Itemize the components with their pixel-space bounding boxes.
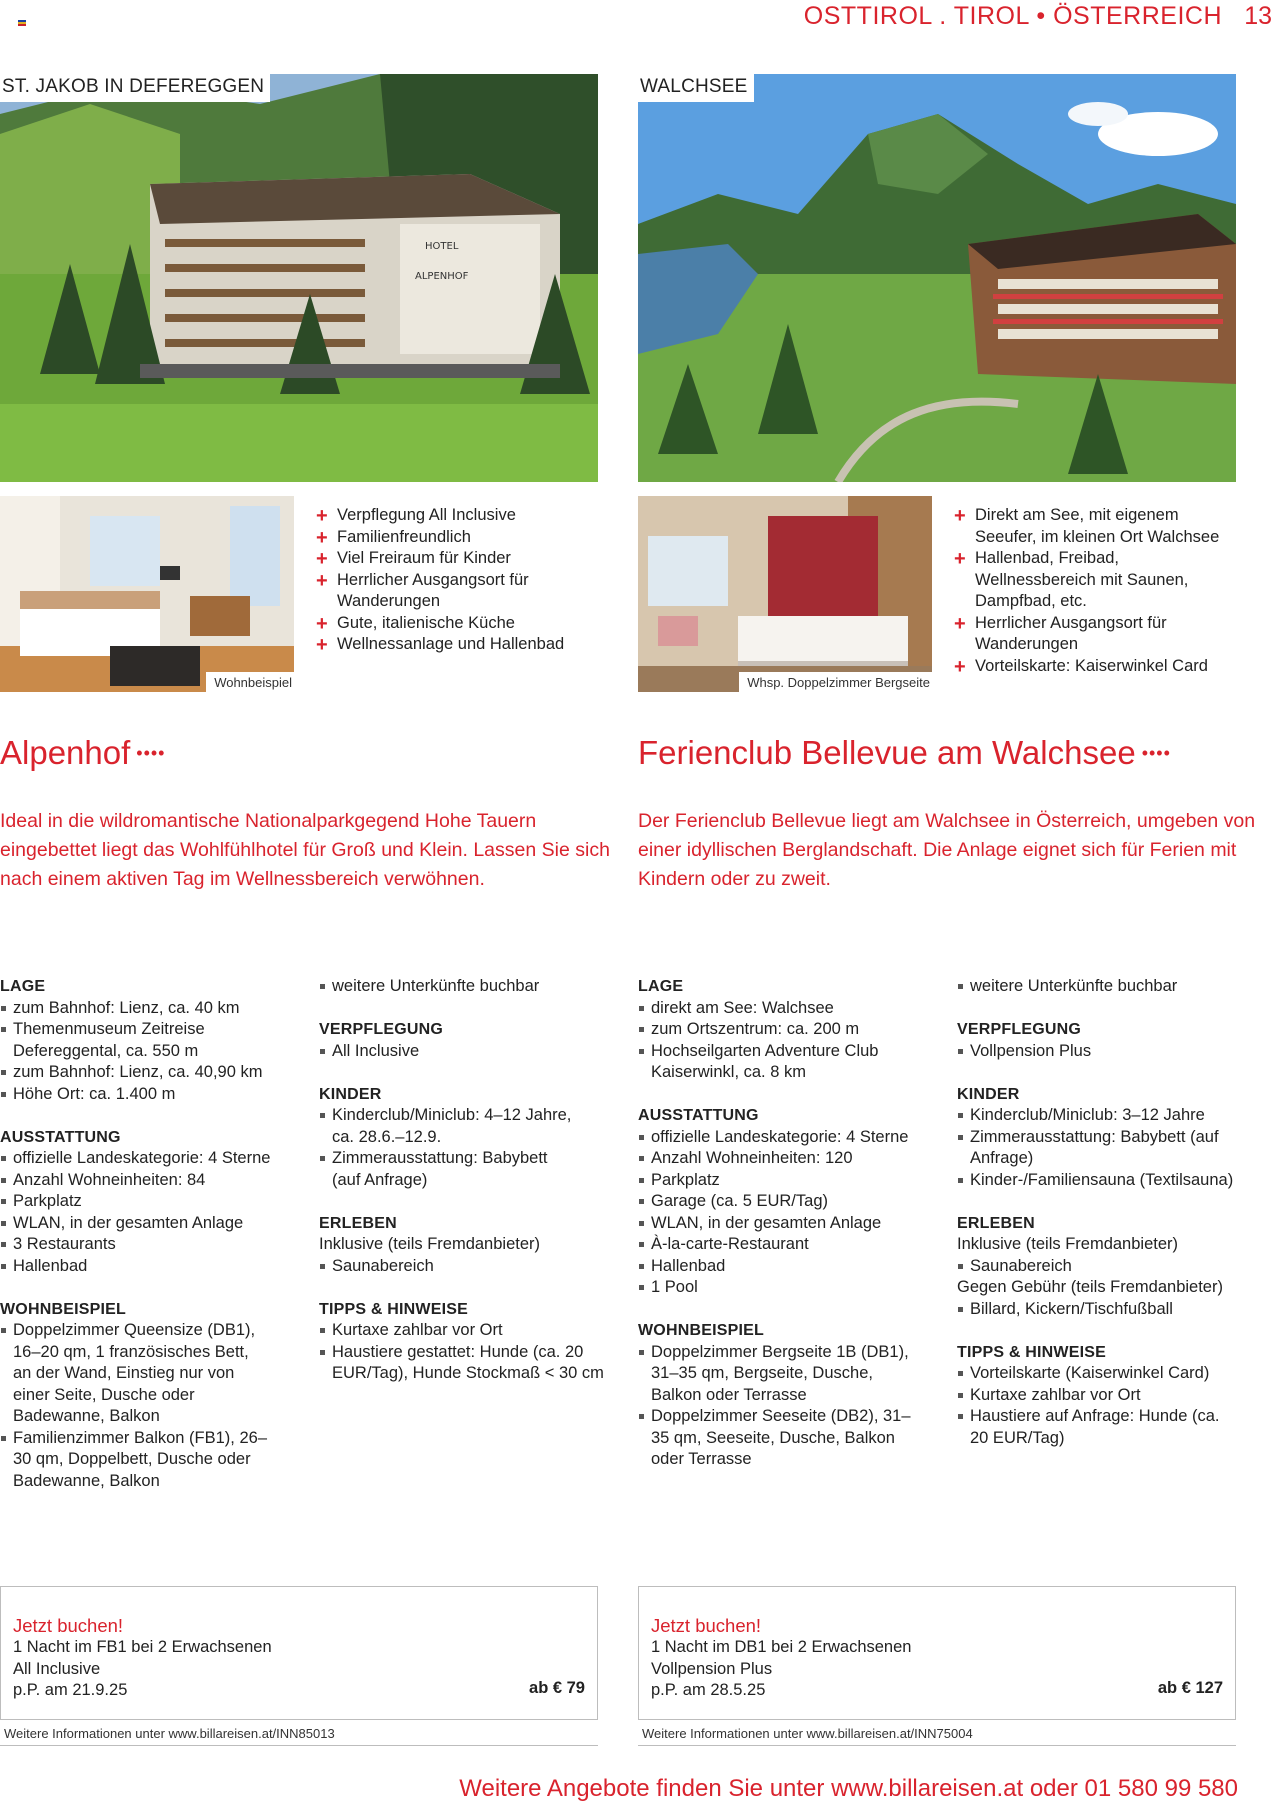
flag-icon <box>18 20 26 26</box>
booking-line: Vollpension Plus <box>651 1659 773 1678</box>
list-item: Kurtaxe zahlbar vor Ort <box>957 1385 1227 1407</box>
facts-column-bellevue-1 <box>638 976 928 1492</box>
booking-box-alpenhof[interactable] <box>0 1586 598 1720</box>
list-item: Hallenbad <box>0 1256 290 1278</box>
region-header: OSTTIROL . TIROL • ÖSTERREICH <box>803 2 1222 30</box>
list-item: Saunabereich <box>957 1256 1247 1278</box>
star-rating: •••• <box>136 743 166 763</box>
photo-caption: Wohnbeispiel <box>206 672 294 692</box>
plus-icon: + <box>316 505 328 527</box>
book-now-label[interactable]: Jetzt buchen! <box>13 1615 124 1636</box>
list-item: Kinderclub/Miniclub: 4–12 Jahre, ca. 28.6.–12.9. <box>319 1105 579 1148</box>
list-item: Doppelzimmer Queensize (DB1), 16–20 qm, 1 französisches Bett, an der Wand, Einstieg nur von einer Seite, Dusche oder Badewanne, Balkon <box>0 1320 270 1428</box>
list-item: zum Ortszentrum: ca. 200 m <box>638 1019 898 1041</box>
highlight-item: + Herrlicher Ausgangsort für Wanderungen <box>316 569 529 610</box>
section-heading: AUSSTATTUNG <box>0 1128 121 1146</box>
erleben-fee: Gegen Gebühr (teils Fremdanbieter) <box>957 1278 1223 1296</box>
section-heading: VERPFLEGUNG <box>957 1021 1081 1038</box>
star-rating: •••• <box>1141 743 1171 763</box>
plus-icon: + <box>954 548 966 570</box>
plus-icon: + <box>316 526 328 549</box>
list-item: Vorteilskarte (Kaiserwinkel Card) <box>957 1363 1227 1385</box>
section-heading: WOHNBEISPIEL <box>0 1300 126 1318</box>
more-info-link-bellevue[interactable]: Weitere Informationen unter www.billareisen.at/INN75004 <box>638 1726 1236 1746</box>
list-item: WLAN, in der gesamten Anlage <box>0 1213 290 1235</box>
section-heading: VERPFLEGUNG <box>319 1021 443 1038</box>
intro-text-bellevue: Der Ferienclub Bellevue liegt am Walchsee in Österreich, umgeben von einer idyllischen Berglandschaft. Die Anlage eignet sich für Ferien mit Kindern oder zu zweit. <box>638 810 1256 890</box>
highlight-item: + Herrlicher Ausgangsort für Wanderungen <box>954 612 1167 653</box>
hotel-alpenhof-photo <box>0 74 598 482</box>
list-item: offizielle Landeskategorie: 4 Sterne <box>638 1127 928 1149</box>
list-item: Doppelzimmer Seeseite (DB2), 31–35 qm, Seeseite, Dusche, Balkon oder Terrasse <box>638 1406 923 1471</box>
booking-line: All Inclusive <box>13 1659 101 1678</box>
list-item: WLAN, in der gesamten Anlage <box>638 1213 928 1235</box>
list-item: Kinder-/Familiensauna (Textilsauna) <box>957 1170 1237 1192</box>
highlight-item: + Direkt am See, mit eigenem Seeufer, im kleinen Ort Walchsee <box>954 505 1220 546</box>
highlight-item: + Wellnessanlage und Hallenbad <box>316 634 565 656</box>
highlights-list-bellevue <box>954 505 1244 677</box>
highlight-item: + Verpflegung All Inclusive <box>316 505 516 527</box>
highlight-item: + Viel Freiraum für Kinder <box>316 548 511 570</box>
photo-caption: Whsp. Doppelzimmer Bergseite <box>739 672 932 692</box>
list-item: 1 Pool <box>638 1277 928 1299</box>
booking-line: 1 Nacht im FB1 bei 2 Erwachsenen <box>13 1638 272 1656</box>
highlight-item: + Gute, italienische Küche <box>316 612 515 635</box>
list-item: Zimmerausstattung: Babybett (auf Anfrage) <box>957 1127 1237 1170</box>
list-item: Zimmerausstattung: Babybett (auf Anfrage) <box>319 1148 579 1191</box>
footer-offers-line[interactable]: Weitere Angebote finden Sie unter www.billareisen.at oder 01 580 99 580 <box>459 1775 1238 1802</box>
section-heading: LAGE <box>0 978 46 995</box>
facts-column-alpenhof-1 <box>0 976 290 1514</box>
list-item: Vollpension Plus <box>957 1041 1247 1063</box>
facts-column-bellevue-2 <box>957 976 1247 1471</box>
list-item: Billard, Kickern/Tischfußball <box>957 1299 1247 1321</box>
plus-icon: + <box>316 612 328 635</box>
list-item: Doppelzimmer Bergseite 1B (DB1), 31–35 qm, Bergseite, Dusche, Balkon oder Terrasse <box>638 1342 923 1407</box>
booking-line: p.P. am 21.9.25 <box>13 1681 128 1699</box>
booking-box-bellevue[interactable] <box>638 1586 1236 1720</box>
section-heading: TIPPS & HINWEISE <box>319 1300 468 1318</box>
list-item: Parkplatz <box>0 1191 290 1213</box>
plus-icon: + <box>316 634 328 656</box>
section-heading: AUSSTATTUNG <box>638 1107 759 1124</box>
page-number: 13 <box>1244 2 1272 30</box>
highlights-list-alpenhof <box>316 505 616 656</box>
hotel-title-bellevue: Ferienclub Bellevue am Walchsee •••• <box>638 734 1171 771</box>
room-photo-bellevue <box>638 496 932 692</box>
more-info-link-alpenhof[interactable]: Weitere Informationen unter www.billareisen.at/INN85013 <box>0 1726 598 1746</box>
plus-icon: + <box>316 548 328 570</box>
plus-icon: + <box>316 569 328 592</box>
list-item: Themenmuseum Zeitreise Defereggental, ca. 550 m <box>0 1019 290 1062</box>
highlight-item: + Familienfreundlich <box>316 526 471 549</box>
book-now-label[interactable]: Jetzt buchen! <box>651 1615 762 1636</box>
highlight-item: + Vorteilskarte: Kaiserwinkel Card <box>954 655 1208 678</box>
list-item: Anzahl Wohneinheiten: 120 <box>638 1148 928 1170</box>
list-item: Haustiere gestattet: Hunde (ca. 20 EUR/Tag), Hunde Stockmaß < 30 cm <box>319 1342 604 1385</box>
list-item: zum Bahnhof: Lienz, ca. 40 km <box>0 998 290 1020</box>
list-item: Familienzimmer Balkon (FB1), 26–30 qm, Doppelbett, Dusche oder Badewanne, Balkon <box>0 1428 270 1493</box>
list-item: Saunabereich <box>319 1256 609 1278</box>
highlight-item: + Hallenbad, Freibad, Wellnessbereich mit Saunen, Dampfbad, etc. <box>954 548 1189 610</box>
list-item: Hallenbad <box>638 1256 928 1278</box>
list-item: Hochseilgarten Adventure Club Kaiserwinkl, ca. 8 km <box>638 1041 898 1084</box>
plus-icon: + <box>954 505 966 527</box>
plus-icon: + <box>954 655 966 678</box>
list-item: Anzahl Wohneinheiten: 84 <box>0 1170 290 1192</box>
price-label: ab € 79 <box>529 1678 585 1697</box>
section-heading: TIPPS & HINWEISE <box>957 1343 1106 1361</box>
svg-text:ALPENHOF: ALPENHOF <box>415 271 469 282</box>
list-item: Kurtaxe zahlbar vor Ort <box>319 1320 604 1342</box>
list-item: 3 Restaurants <box>0 1234 290 1256</box>
list-item: All Inclusive <box>319 1041 609 1063</box>
room-photo-alpenhof <box>0 496 294 692</box>
list-item: weitere Unterkünfte buchbar <box>319 976 609 998</box>
section-heading: ERLEBEN <box>319 1214 397 1232</box>
list-item: Haustiere auf Anfrage: Hunde (ca. 20 EUR/Tag) <box>957 1406 1227 1449</box>
plus-icon: + <box>954 612 966 635</box>
erleben-inclusive: Inklusive (teils Fremdanbieter) <box>319 1235 540 1253</box>
booking-line: 1 Nacht im DB1 bei 2 Erwachsenen <box>651 1638 912 1656</box>
list-item: weitere Unterkünfte buchbar <box>957 976 1247 998</box>
list-item: Kinderclub/Miniclub: 3–12 Jahre <box>957 1105 1237 1127</box>
walchsee-photo <box>638 74 1236 482</box>
section-heading: WOHNBEISPIEL <box>638 1322 764 1339</box>
intro-text-alpenhof: Ideal in die wildromantische Nationalparkgegend Hohe Tauern eingebettet liegt das Wohlfühlhotel für Groß und Klein. Lassen Sie sich nach einem aktiven Tag im Wellnessbereich verwöhnen. <box>0 810 610 890</box>
price-label: ab € 127 <box>1157 1678 1223 1697</box>
location-label: ST. JAKOB IN DEFEREGGEN <box>0 74 270 102</box>
booking-line: p.P. am 28.5.25 <box>651 1681 766 1699</box>
list-item: direkt am See: Walchsee <box>638 998 898 1020</box>
list-item: Garage (ca. 5 EUR/Tag) <box>638 1191 928 1213</box>
list-item: Höhe Ort: ca. 1.400 m <box>0 1084 290 1106</box>
erleben-inclusive: Inklusive (teils Fremdanbieter) <box>957 1235 1178 1253</box>
svg-text:HOTEL: HOTEL <box>425 241 459 252</box>
location-label: WALCHSEE <box>638 74 754 102</box>
hotel-title-alpenhof: Alpenhof •••• <box>0 734 166 771</box>
section-heading: LAGE <box>638 978 684 995</box>
section-heading: KINDER <box>319 1085 382 1103</box>
list-item: offizielle Landeskategorie: 4 Sterne <box>0 1148 290 1170</box>
section-heading: KINDER <box>957 1085 1020 1103</box>
facts-column-alpenhof-2 <box>319 976 609 1406</box>
list-item: À-la-carte-Restaurant <box>638 1234 928 1256</box>
section-heading: ERLEBEN <box>957 1214 1035 1232</box>
list-item: zum Bahnhof: Lienz, ca. 40,90 km <box>0 1062 290 1084</box>
list-item: Parkplatz <box>638 1170 928 1192</box>
